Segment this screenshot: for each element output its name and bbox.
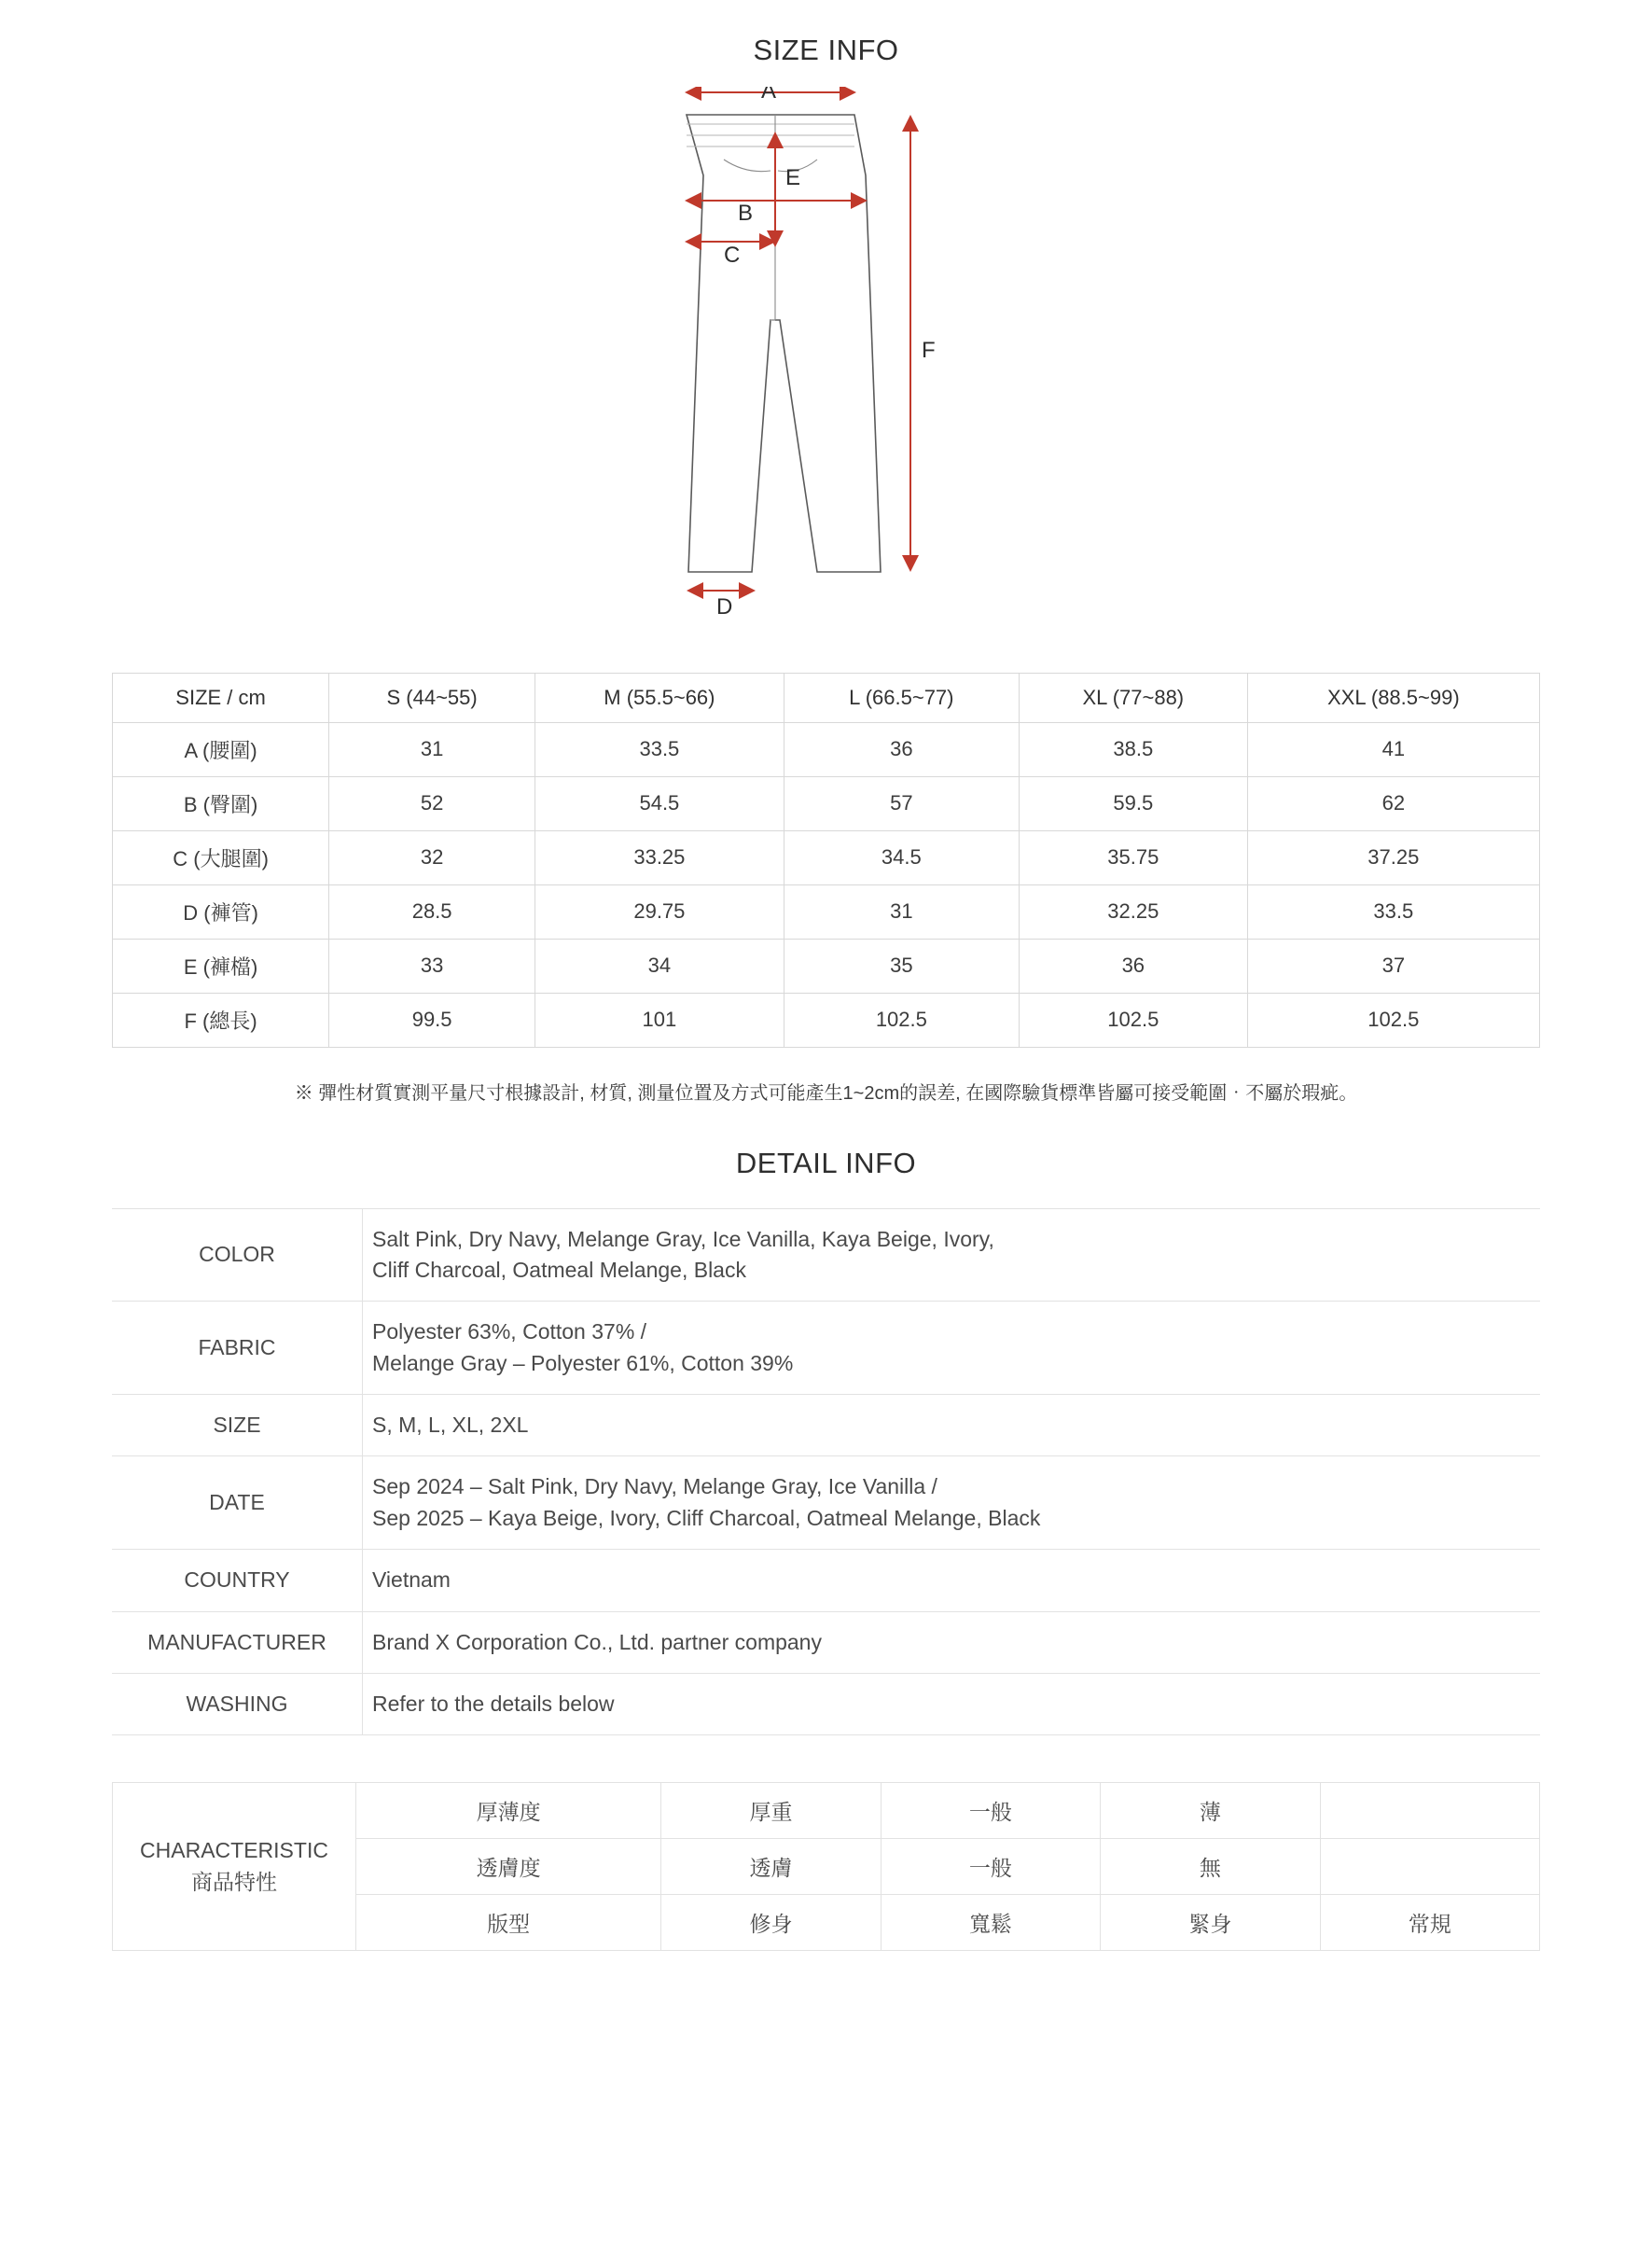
- pants-diagram-svg: [631, 87, 1022, 647]
- size-cell: 35: [784, 939, 1019, 993]
- size-cell: 35.75: [1019, 830, 1247, 884]
- table-row: [112, 1302, 1540, 1395]
- detail-value-line: Polyester 63%, Cotton 37% /: [372, 1319, 647, 1344]
- size-table-area: [0, 673, 1652, 1048]
- size-cell: 29.75: [535, 884, 784, 939]
- svg-text:C: C: [723, 242, 740, 268]
- table-row: [113, 722, 1540, 776]
- table-row: [112, 1550, 1540, 1611]
- detail-value-line: Vietnam: [372, 1567, 451, 1593]
- characteristic-label: [113, 1783, 356, 1951]
- detail-value-line: Refer to the details below: [372, 1691, 615, 1716]
- size-table-header-cell: XL (77~88): [1019, 673, 1247, 722]
- size-cell: 33.5: [1247, 884, 1539, 939]
- characteristic-option[interactable]: 透膚: [661, 1839, 881, 1895]
- size-cell: 62: [1247, 776, 1539, 830]
- characteristic-row-name: 版型: [356, 1895, 661, 1951]
- size-row-label: A (腰圍): [113, 722, 329, 776]
- size-cell: 52: [329, 776, 535, 830]
- characteristic-option[interactable]: 緊身: [1101, 1895, 1320, 1951]
- size-info-title: SIZE INFO: [753, 34, 899, 66]
- size-table-header-row: [113, 673, 1540, 722]
- detail-value-line: S, M, L, XL, 2XL: [372, 1413, 529, 1438]
- detail-table-area: [0, 1208, 1652, 1951]
- characteristic-section: [112, 1782, 1540, 1951]
- detail-value-manufacturer: [363, 1611, 1541, 1673]
- size-cell: 36: [784, 722, 1019, 776]
- detail-value-color: [363, 1208, 1541, 1302]
- characteristic-option[interactable]: 無: [1101, 1839, 1320, 1895]
- size-cell: 102.5: [784, 993, 1019, 1047]
- size-table-header-cell: L (66.5~77): [784, 673, 1019, 722]
- characteristic-option[interactable]: 一般: [881, 1839, 1100, 1895]
- detail-value-country: [363, 1550, 1541, 1611]
- detail-value-line: Melange Gray – Polyester 61%, Cotton 39%: [372, 1350, 794, 1375]
- size-row-label: C (大腿圍): [113, 830, 329, 884]
- size-table-header-cell: XXL (88.5~99): [1247, 673, 1539, 722]
- size-row-label: D (褲管): [113, 884, 329, 939]
- size-detail-page: [0, 34, 1652, 2242]
- svg-text:E: E: [784, 164, 800, 190]
- characteristic-row-name: 厚薄度: [356, 1783, 661, 1839]
- characteristic-label-zh: 商品特性: [191, 1869, 277, 1894]
- detail-value-line: Cliff Charcoal, Oatmeal Melange, Black: [372, 1258, 746, 1283]
- size-cell: 102.5: [1247, 993, 1539, 1047]
- detail-value-size: [363, 1395, 1541, 1456]
- size-cell: 28.5: [329, 884, 535, 939]
- size-cell: 99.5: [329, 993, 535, 1047]
- characteristic-label-en: CHARACTERISTIC: [140, 1838, 328, 1863]
- detail-value-line: Salt Pink, Dry Navy, Melange Gray, Ice Vanilla, Kaya Beige, Ivory,: [372, 1226, 994, 1251]
- size-cell: 37.25: [1247, 830, 1539, 884]
- size-cell: 33.5: [535, 722, 784, 776]
- size-cell: 102.5: [1019, 993, 1247, 1047]
- table-row: [112, 1611, 1540, 1673]
- size-cell: 31: [329, 722, 535, 776]
- svg-text:D: D: [715, 593, 732, 620]
- characteristic-option[interactable]: 修身: [661, 1895, 881, 1951]
- pants-measurement-diagram: [0, 87, 1652, 647]
- size-table: [112, 673, 1540, 1048]
- table-row: [112, 1208, 1540, 1302]
- size-cell: 101: [535, 993, 784, 1047]
- detail-value-date: [363, 1456, 1541, 1550]
- size-cell: 59.5: [1019, 776, 1247, 830]
- characteristic-option-empty: [1320, 1783, 1539, 1839]
- characteristic-option-empty: [1320, 1839, 1539, 1895]
- size-cell: 54.5: [535, 776, 784, 830]
- svg-text:B: B: [737, 200, 753, 226]
- size-cell: 34.5: [784, 830, 1019, 884]
- size-cell: 36: [1019, 939, 1247, 993]
- size-table-header-cell: M (55.5~66): [535, 673, 784, 722]
- table-row: [113, 830, 1540, 884]
- detail-label-country: COUNTRY: [112, 1550, 363, 1611]
- detail-label-washing: WASHING: [112, 1673, 363, 1734]
- characteristic-option[interactable]: 厚重: [661, 1783, 881, 1839]
- size-row-label: E (褲檔): [113, 939, 329, 993]
- size-row-label: B (臀圍): [113, 776, 329, 830]
- svg-text:A: A: [760, 86, 776, 104]
- size-cell: 37: [1247, 939, 1539, 993]
- characteristic-table: [112, 1782, 1540, 1951]
- detail-label-date: DATE: [112, 1456, 363, 1550]
- table-row: [113, 993, 1540, 1047]
- detail-value-line: Sep 2025 – Kaya Beige, Ivory, Cliff Charcoal, Oatmeal Melange, Black: [372, 1505, 1041, 1530]
- detail-value-fabric: [363, 1302, 1541, 1395]
- table-row: [112, 1395, 1540, 1456]
- detail-label-color: COLOR: [112, 1208, 363, 1302]
- svg-text:F: F: [921, 337, 936, 363]
- characteristic-option[interactable]: 常規: [1320, 1895, 1539, 1951]
- detail-value-washing: [363, 1673, 1541, 1734]
- size-table-header-cell: S (44~55): [329, 673, 535, 722]
- size-cell: 38.5: [1019, 722, 1247, 776]
- measurement-note: ※ 彈性材質實測平量尺寸根據設計, 材質, 測量位置及方式可能產生1~2cm的誤差, 在國際驗貨標準皆屬可接受範圍‧不屬於瑕疵。: [294, 1082, 1358, 1104]
- table-row: [113, 776, 1540, 830]
- characteristic-row-name: 透膚度: [356, 1839, 661, 1895]
- characteristic-option[interactable]: 一般: [881, 1783, 1100, 1839]
- size-table-header-cell: SIZE / cm: [113, 673, 329, 722]
- table-row: [113, 939, 1540, 993]
- detail-info-title: DETAIL INFO: [735, 1146, 917, 1179]
- characteristic-option[interactable]: 薄: [1101, 1783, 1320, 1839]
- detail-table: [112, 1208, 1540, 1735]
- detail-label-fabric: FABRIC: [112, 1302, 363, 1395]
- size-cell: 31: [784, 884, 1019, 939]
- size-cell: 57: [784, 776, 1019, 830]
- size-cell: 34: [535, 939, 784, 993]
- detail-label-manufacturer: MANUFACTURER: [112, 1611, 363, 1673]
- table-row: [113, 884, 1540, 939]
- size-cell: 32.25: [1019, 884, 1247, 939]
- table-row: [112, 1673, 1540, 1734]
- size-cell: 41: [1247, 722, 1539, 776]
- table-row: [112, 1456, 1540, 1550]
- characteristic-option[interactable]: 寬鬆: [881, 1895, 1100, 1951]
- size-cell: 32: [329, 830, 535, 884]
- detail-label-size: SIZE: [112, 1395, 363, 1456]
- detail-value-line: Sep 2024 – Salt Pink, Dry Navy, Melange Gray, Ice Vanilla /: [372, 1474, 937, 1499]
- detail-value-line: Brand X Corporation Co., Ltd. partner company: [372, 1629, 822, 1654]
- size-cell: 33.25: [535, 830, 784, 884]
- size-row-label: F (總長): [113, 993, 329, 1047]
- size-cell: 33: [329, 939, 535, 993]
- table-row: [113, 1783, 1540, 1839]
